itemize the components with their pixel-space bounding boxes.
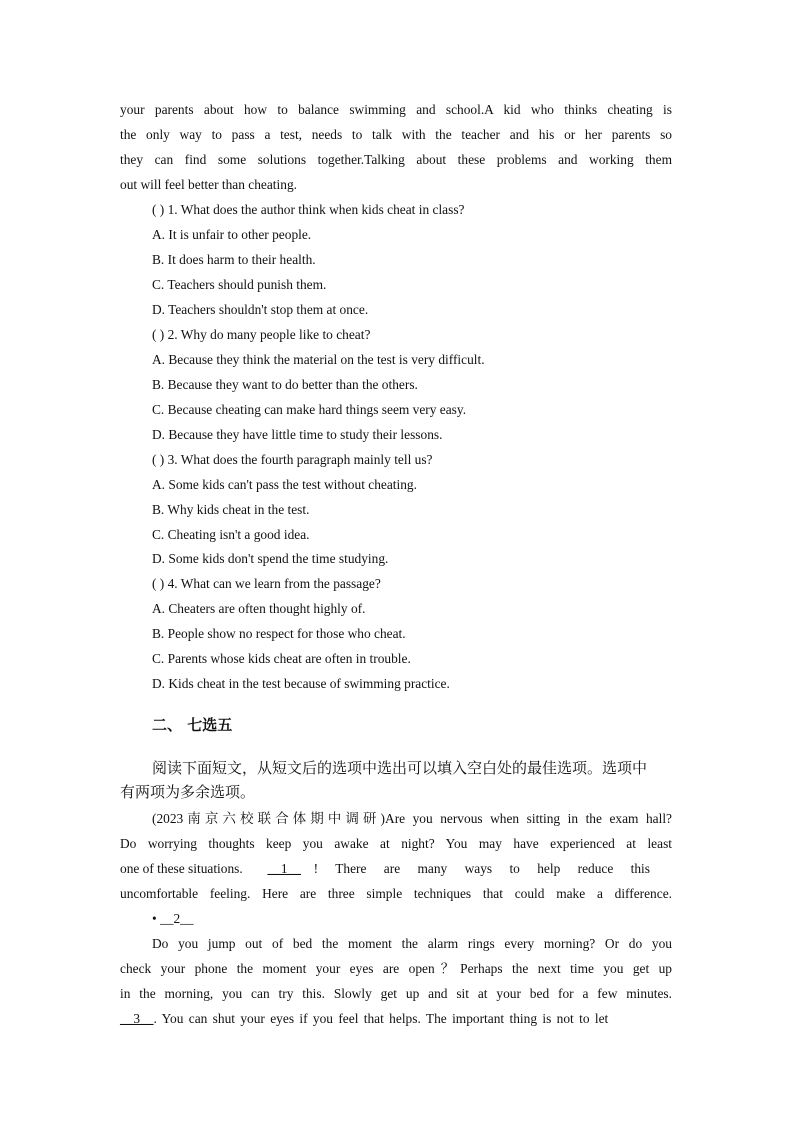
question-stem: ( ) 1. What does the author think when kids cheat in class? <box>152 202 465 217</box>
answer-option: C. Cheating isn't a good idea. <box>152 527 310 542</box>
question-stem: ( ) 2. Why do many people like to cheat? <box>152 327 371 342</box>
passage-text: ! There are many ways to help reduce this <box>313 861 650 876</box>
answer-option: C. Teachers should punish them. <box>152 277 327 292</box>
answer-option: B. Because they want to do better than the others. <box>152 377 418 392</box>
passage-line <box>120 856 672 881</box>
answer-option: D. Some kids don't spend the time studying. <box>152 551 389 566</box>
answer-option: B. People show no respect for those who cheat. <box>152 626 406 641</box>
passage-line: check your phone the moment your eyes are open？Perhaps the next time you get up <box>120 961 672 976</box>
passage-line: out will feel better than cheating. <box>120 177 297 192</box>
bullet-line <box>152 906 672 931</box>
passage-line: Do you jump out of bed the moment the alarm rings every morning? Or do you <box>152 936 672 951</box>
passage-text: . You can shut your eyes if you feel that helps. The important thing is not to let <box>153 1011 609 1026</box>
passage-line: the only way to pass a test, needs to talk with the teacher and his or her parents so <box>120 127 672 142</box>
answer-option: D. Kids cheat in the test because of swimming practice. <box>152 676 450 691</box>
blank-3: __3__ <box>120 1011 154 1026</box>
passage-line: your parents about how to balance swimming and school.A kid who thinks cheating is <box>120 102 672 117</box>
blank-1: __1__ <box>267 861 301 876</box>
section-heading: 二、 七选五 <box>152 716 233 734</box>
instruction-line: 阅读下面短文，从短文后的选项中选出可以填入空白处的最佳选项。选项中 <box>152 759 648 777</box>
question-stem: ( ) 4. What can we learn from the passage? <box>152 576 381 591</box>
source-line: (2023南京六校联合体期中调研)Are you nervous when sitting in the exam hall? <box>152 811 672 826</box>
answer-option: B. It does harm to their health. <box>152 252 316 267</box>
passage-line <box>120 1006 672 1031</box>
passage-line: in the morning, you can try this. Slowly get up and sit at your bed for a few minutes. <box>120 986 672 1001</box>
passage-text: one of these situations. <box>120 861 243 876</box>
answer-option: C. Parents whose kids cheat are often in trouble. <box>152 651 411 666</box>
passage-line: they can find some solutions together.Talking about these problems and working them <box>120 152 672 167</box>
answer-option: B. Why kids cheat in the test. <box>152 502 310 517</box>
answer-option: D. Because they have little time to study their lessons. <box>152 427 443 442</box>
question-stem: ( ) 3. What does the fourth paragraph mainly tell us? <box>152 452 433 467</box>
passage-line: uncomfortable feeling. Here are three simple techniques that could make a difference. <box>120 886 672 901</box>
bullet: • <box>152 911 157 926</box>
passage-line: Do worrying thoughts keep you awake at night? You may have experienced at least <box>120 836 672 851</box>
answer-option: A. Cheaters are often thought highly of. <box>152 601 366 616</box>
answer-option: A. It is unfair to other people. <box>152 227 312 242</box>
instruction-line: 有两项为多余选项。 <box>120 783 256 801</box>
answer-option: D. Teachers shouldn't stop them at once. <box>152 302 369 317</box>
answer-option: C. Because cheating can make hard things seem very easy. <box>152 402 467 417</box>
answer-option: A. Because they think the material on the test is very difficult. <box>152 352 485 367</box>
blank-2: __2__ <box>160 911 194 926</box>
answer-option: A. Some kids can't pass the test without cheating. <box>152 477 417 492</box>
